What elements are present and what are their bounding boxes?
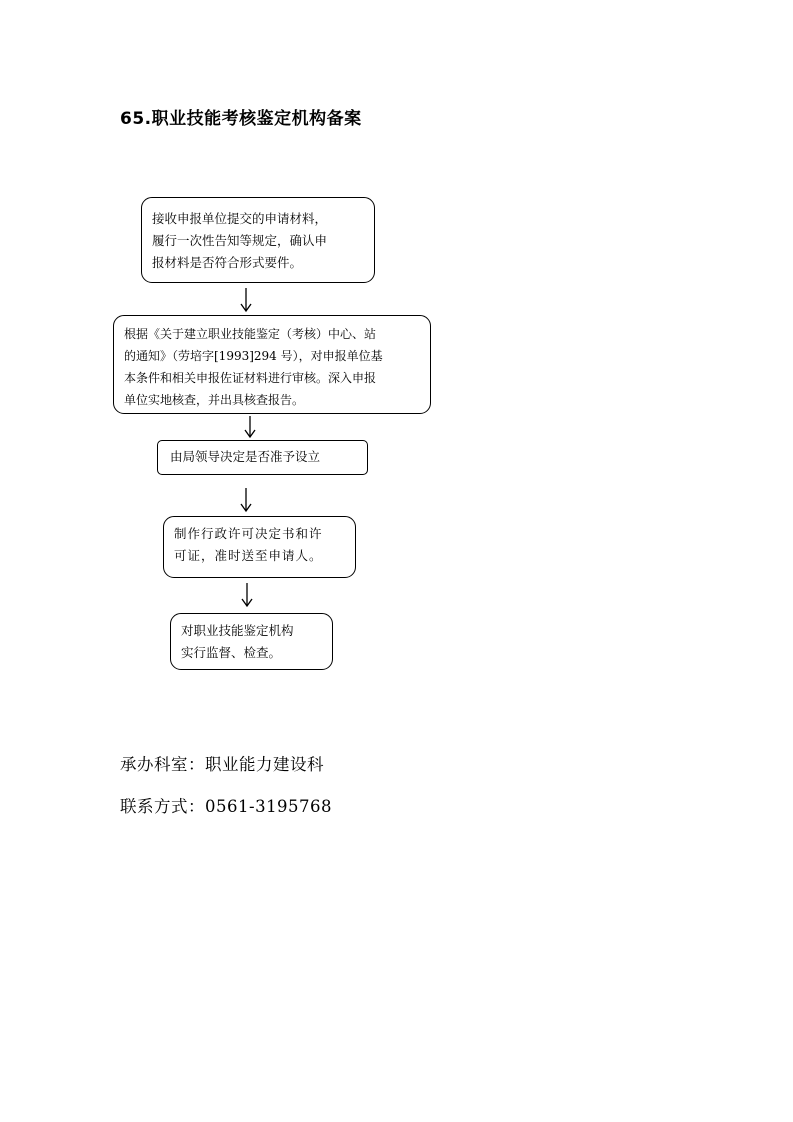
step-text-line: 根据《关于建立职业技能鉴定（考核）中心、站 bbox=[124, 327, 377, 341]
step-text-line: 实行监督、检查。 bbox=[181, 645, 282, 660]
flow-step-leader-decision bbox=[157, 440, 368, 475]
flow-step-issue-license bbox=[163, 516, 356, 578]
step-text-line: 单位实地核查，并出具核查报告。 bbox=[124, 393, 305, 407]
step-text-line: 接收申报单位提交的申请材料， bbox=[152, 211, 328, 226]
flow-step-receive-materials bbox=[141, 197, 375, 283]
handling-department: 承办科室：职业能力建设科 bbox=[120, 755, 324, 774]
step-text-line: 制作行政许可决定书和许 bbox=[174, 526, 323, 541]
step-text-line: 由局领导决定是否准予设立 bbox=[170, 449, 321, 464]
arrow-down-icon bbox=[240, 582, 254, 608]
step-text-line: 本条件和相关申报佐证材料进行审核。深入申报 bbox=[124, 371, 377, 385]
flow-step-review-materials bbox=[113, 315, 431, 414]
step-text-line: 履行一次性告知等规定，确认申 bbox=[152, 233, 328, 248]
contact-info: 联系方式：0561-3195768 bbox=[120, 797, 333, 816]
step-text-line: 报材料是否符合形式要件。 bbox=[152, 255, 303, 270]
step-text-line: 可证，准时送至申请人。 bbox=[174, 548, 323, 563]
flow-step-supervision bbox=[170, 613, 333, 670]
step-text-line: 对职业技能鉴定机构 bbox=[181, 623, 294, 638]
arrow-down-icon bbox=[243, 415, 257, 439]
page-title: 65.职业技能考核鉴定机构备案 bbox=[120, 109, 362, 129]
step-text-line: 的通知》（劳培字[1993]294 号），对申报单位基 bbox=[124, 349, 383, 363]
arrow-down-icon bbox=[239, 287, 253, 313]
arrow-down-icon bbox=[239, 487, 253, 513]
